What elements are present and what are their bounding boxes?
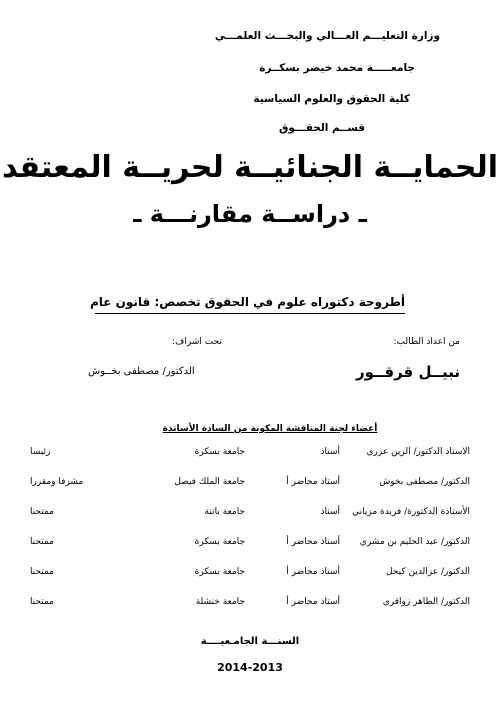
member-name: الدكتور/ عبد الحليم بن مشري — [359, 537, 470, 547]
member-university: جامعة بسكرة — [194, 537, 245, 547]
member-university: جامعة بسكرة — [194, 447, 245, 457]
academic-year: 2014-2013 — [217, 661, 283, 674]
member-university: جامعة خنشلة — [195, 597, 245, 607]
member-name: الدكتور/ الطاهر زواقري — [382, 597, 470, 607]
member-university: جامعة باتنة — [204, 507, 245, 517]
academic-year-label: السنـــة الجامـعيــــة — [200, 636, 300, 647]
member-name: الدكتور/ عزالدين كيحل — [385, 567, 470, 577]
member-name: الاستاذ الدكتور/ الزين عزري — [366, 447, 470, 457]
ministry-line: وزارة التعليـــم العـــالي والبحـــث العلمـــي — [214, 30, 440, 42]
member-role: ممتحنا — [30, 567, 55, 577]
thesis-subtitle: ـ دراســة مقارنـــة ـ — [133, 200, 367, 228]
committee-row — [30, 567, 470, 581]
supervision-label: تحت اشراف: — [172, 337, 222, 347]
member-university: جامعة بسكرة — [194, 567, 245, 577]
department-line: قســم الحقـــوق — [278, 122, 365, 134]
member-role: ممتحنا — [30, 507, 55, 517]
member-rank: أستاذ محاضر أ — [286, 537, 340, 547]
member-rank: أستاذ محاضر أ — [286, 567, 340, 577]
thesis-type: أطروحة دكتوراه علوم في الحقوق تخصص: قانون عام — [89, 295, 405, 309]
thesis-type-underline — [95, 313, 405, 314]
member-rank: أستاذ محاضر أ — [286, 597, 340, 607]
committee-row — [30, 477, 470, 491]
committee-row — [30, 597, 470, 611]
student-name: نبيــل قرقــور — [355, 363, 460, 381]
committee-title: أعضاء لجنة المناقشة المكونة من السادة الأساتذة — [162, 424, 378, 434]
committee-row — [30, 447, 470, 461]
member-role: رئيسا — [30, 447, 51, 457]
member-role: ممتحنا — [30, 597, 55, 607]
faculty-line: كلية الحقوق والعلوم السياسية — [253, 93, 410, 105]
committee-row — [30, 537, 470, 551]
member-role: مشرفا ومقررا — [30, 477, 84, 487]
member-rank: أستاذ — [320, 507, 340, 517]
supervisor-name: الدكتور/ مصطفى بخــوش — [88, 366, 195, 377]
university-line: جامعـــــة محمد خيضر بسكــرة — [259, 62, 415, 74]
member-name: الأستاذة الدكتورة/ فريدة مزياني — [352, 507, 470, 517]
thesis-title: الحمايــة الجنائيــة لحريــة المعتقد — [1, 150, 498, 185]
member-name: الدكتور/ مصطفى بخوش — [379, 477, 470, 487]
member-rank: أستاذ محاضر أ — [286, 477, 340, 487]
member-role: ممتحنا — [30, 537, 55, 547]
committee-row — [30, 507, 470, 521]
member-university: جامعة الملك فيصل — [174, 477, 245, 487]
member-rank: أستاذ — [320, 447, 340, 457]
prepared-by-label: من اعداد الطالب: — [393, 337, 460, 347]
